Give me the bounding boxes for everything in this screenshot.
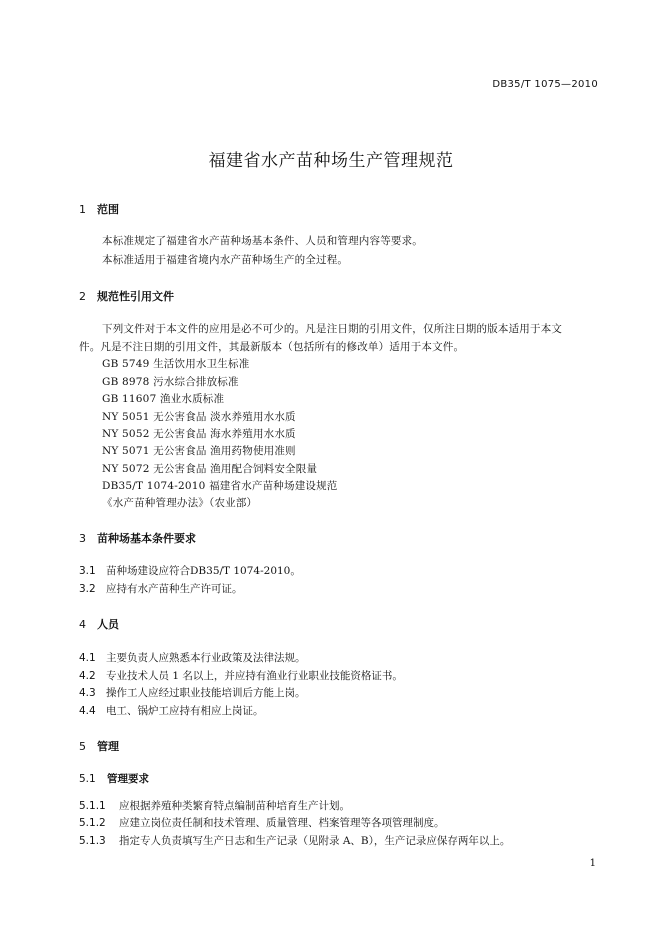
section-4-heading	[79, 616, 119, 632]
section-number: 3	[79, 532, 86, 545]
clause-number: 5.1.2	[79, 817, 106, 829]
clause-text: 应建立岗位责任制和技术管理、质量管理、档案管理等各项管理制度。	[119, 817, 445, 829]
clause-item	[79, 685, 306, 700]
clause-item	[79, 833, 510, 848]
paragraph: 本标准适用于福建省境内水产苗种场生产的全过程。	[102, 254, 349, 266]
clause-text: 指定专人负责填写生产日志和生产记录（见附录 A、B），生产记录应保存两年以上。	[119, 835, 511, 847]
reference-item: DB35/T 1074-2010 福建省水产苗种场建设规范	[102, 480, 338, 492]
reference-item: NY 5072 无公害食品 渔用配合饲料安全限量	[102, 463, 318, 475]
clause-number: 4.2	[79, 670, 96, 682]
reference-item: GB 11607 渔业水质标准	[102, 393, 225, 405]
section-5-heading	[79, 738, 119, 754]
section-3-heading	[79, 530, 196, 546]
reference-item: GB 5749 生活饮用水卫生标准	[102, 358, 250, 370]
reference-item: 《水产苗种管理办法》（农业部）	[102, 497, 258, 509]
reference-item: NY 5071 无公害食品 渔用药物使用准则	[102, 445, 296, 457]
clause-item	[79, 668, 403, 683]
clause-item	[79, 798, 350, 813]
clause-item	[79, 815, 445, 830]
paragraph: 本标准规定了福建省水产苗种场基本条件、人员和管理内容等要求。	[102, 235, 423, 247]
clause-number: 4.1	[79, 652, 96, 664]
section-title: 管理	[97, 740, 119, 753]
clause-number: 5.1.3	[79, 835, 106, 847]
section-number: 4	[79, 618, 86, 631]
clause-item	[79, 703, 264, 718]
reference-item: NY 5051 无公害食品 淡水养殖用水水质	[102, 411, 296, 423]
clause-text: 操作工人应经过职业技能培训后方能上岗。	[106, 687, 306, 699]
section-title: 苗种场基本条件要求	[97, 532, 196, 545]
clause-number: 4.4	[79, 705, 96, 717]
section-title: 人员	[97, 618, 119, 631]
subsection-title: 管理要求	[107, 773, 149, 785]
clause-text: 电工、锅炉工应持有相应上岗证。	[106, 705, 264, 717]
section-number: 2	[79, 290, 86, 303]
subsection-heading	[79, 771, 149, 786]
clause-number: 3.2	[79, 583, 96, 595]
section-2-heading	[79, 288, 174, 304]
clause-number: 5.1.1	[79, 800, 106, 812]
clause-item	[79, 563, 301, 578]
section-number: 5	[79, 740, 86, 753]
clause-item	[79, 581, 243, 596]
paragraph: 件。凡是不注日期的引用文件，其最新版本（包括所有的修改单）适用于本文件。	[79, 341, 465, 353]
reference-item: GB 8978 污水综合排放标准	[102, 376, 239, 388]
document-title: 福建省水产苗种场生产管理规范	[208, 151, 454, 171]
section-title: 范围	[97, 203, 119, 216]
clause-number: 4.3	[79, 687, 96, 699]
subsection-number: 5.1	[79, 773, 96, 785]
clause-item	[79, 650, 306, 665]
clause-text: 应持有水产苗种生产许可证。	[106, 583, 243, 595]
clause-number: 3.1	[79, 565, 96, 577]
section-1-heading	[79, 201, 119, 217]
section-number: 1	[79, 203, 86, 216]
document-number: DB35/T 1075—2010	[492, 79, 598, 90]
clause-text: 主要负责人应熟悉本行业政策及法律法规。	[106, 652, 306, 664]
clause-text: 专业技术人员 1 名以上，并应持有渔业行业职业技能资格证书。	[106, 670, 403, 682]
clause-text: 应根据养殖种类繁育特点编制苗种培育生产计划。	[119, 800, 350, 812]
paragraph: 下列文件对于本文件的应用是必不可少的。凡是注日期的引用文件，仅所注日期的版本适用于本文	[102, 323, 563, 335]
page-number: 1	[589, 858, 596, 869]
section-title: 规范性引用文件	[97, 290, 174, 303]
reference-item: NY 5052 无公害食品 海水养殖用水水质	[102, 428, 296, 440]
clause-text: 苗种场建设应符合DB35/T 1074-2010。	[106, 565, 301, 577]
